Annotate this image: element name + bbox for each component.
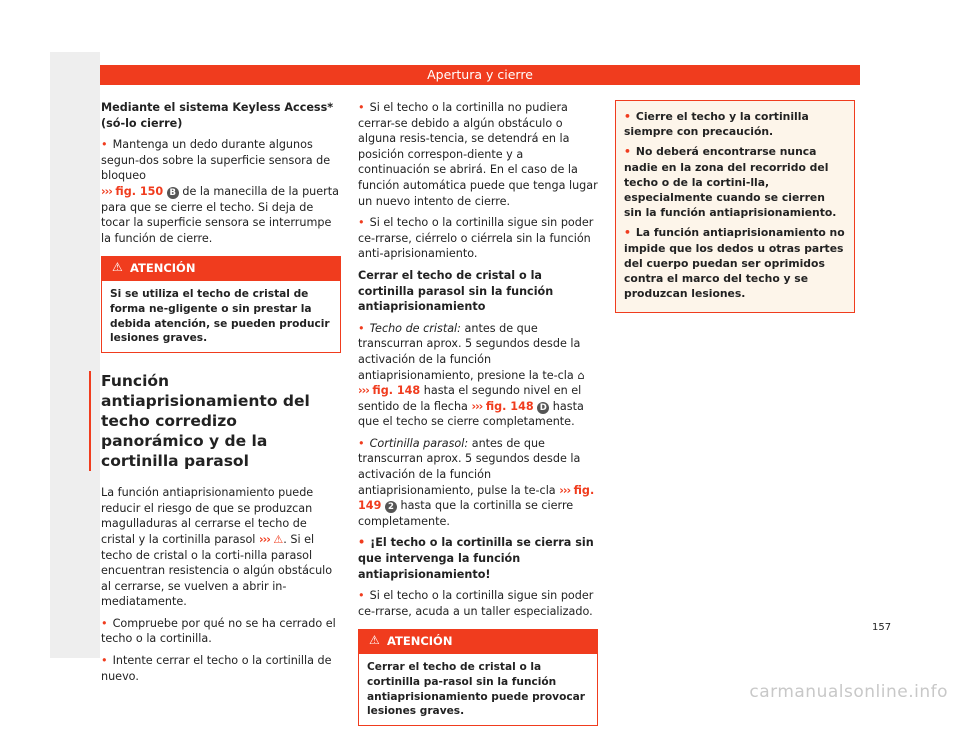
warning-text: Cerrar el techo de cristal o la cortinilla pa-rasol sin la función antiaprisionamiento puede provocar lesiones graves. xyxy=(367,661,585,718)
list-item: • Cortinilla parasol: antes de que transcurran aprox. 5 segundos desde la activación de la función antiaprisionamiento, pulse la te-cla ››› fig. 149 2 hasta que la cortinilla se cierre completamente. xyxy=(358,436,598,530)
column-2 xyxy=(358,100,598,738)
list-item: • Si el techo o la cortinilla sigue sin poder ce-rrarse, acuda a un taller especializado. xyxy=(358,588,598,619)
warning-box-2 xyxy=(358,629,598,726)
ref-arrows: ››› xyxy=(101,184,112,198)
warning-triangle-icon[interactable]: ⚠ xyxy=(273,532,284,546)
callout-2: 2 xyxy=(385,501,397,513)
column-1 xyxy=(101,100,341,690)
list-item: • Compruebe por qué no se ha cerrado el techo o la cortinilla. xyxy=(101,616,341,647)
list-item: • Cierre el techo y la cortinilla siempre con precaución. xyxy=(624,109,846,139)
keyless-step: • Mantenga un dedo durante algunos segun-dos sobre la superficie sensora de bloqueo ››› fig. 150 B de la manecilla de la puerta para que se cierre el techo. Si deja de tocar la superficie sensora se interrumpe la función de cierre. xyxy=(101,137,341,246)
fig-link-150[interactable]: fig. 150 xyxy=(115,184,164,198)
watermark: carmanualsonline.info xyxy=(749,682,948,702)
warning-title: ATENCIÓN xyxy=(130,261,196,276)
column-3 xyxy=(615,100,855,313)
warning-triangle-icon: ⚠ xyxy=(369,633,380,648)
list-item: • No deberá encontrarse nunca nadie en la zona del recorrido del techo o de la cortini-lla, especialmente cuando se cierren sin la función antiaprisionamiento. xyxy=(624,144,846,220)
fig-link-149[interactable]: fig. 149 xyxy=(358,483,595,513)
list-item: • Si el techo o la cortinilla no pudiera cerrar-se debido a algún obstáculo o alguna resis-tencia, se detendrá en la posición correspon-diente y a continuación se abrirá. En el caso de la función automática puede que tenga lugar un nuevo intento de cierre. xyxy=(358,100,598,209)
list-item: • La función antiaprisionamiento no impide que los dedos u otras partes del cuerpo puedan ser oprimidos contra el marco del techo y se produzcan lesiones. xyxy=(624,225,846,301)
list-item: • Intente cerrar el techo o la cortinilla de nuevo. xyxy=(101,653,341,684)
warning-box-1 xyxy=(101,256,341,353)
list-item: • ¡El techo o la cortinilla se cierra sin que intervenga la función antiaprisionamiento! xyxy=(358,535,598,582)
fig-link-148[interactable]: fig. 148 xyxy=(372,384,421,398)
chapter-header: Apertura y cierre xyxy=(100,65,860,85)
callout-d: D xyxy=(537,402,549,414)
fig-link-148[interactable]: fig. 148 xyxy=(485,399,534,413)
warning-triangle-icon: ⚠ xyxy=(112,260,123,275)
list-item: • Si el techo o la cortinilla sigue sin poder ce-rrarse, ciérrelo o ciérrela sin la función anti-aprisionamiento. xyxy=(358,215,598,262)
section-title: Función antiaprisionamiento del techo corredizo panorámico y de la cortinilla parasol xyxy=(89,371,341,471)
callout-b: B xyxy=(167,187,179,199)
warning-title: ATENCIÓN xyxy=(387,634,453,649)
keyless-heading: Mediante el sistema Keyless Access* (só-lo cierre) xyxy=(101,101,334,130)
subheading: Cerrar el techo de cristal o la cortinilla parasol sin la función antiaprisionamiento xyxy=(358,268,554,314)
page-number: 157 xyxy=(872,622,892,633)
key-button-icon: ⌂ xyxy=(577,368,585,382)
warning-continuation-box xyxy=(615,100,855,313)
warning-text: Si se utiliza el techo de cristal de forma ne-gligente o sin prestar la debida atención, se pueden producir lesiones graves. xyxy=(110,287,330,345)
list-item: • Techo de cristal: antes de que transcurran aprox. 5 segundos desde la activación de la función antiaprisionamiento, presione la te-cla ⌂ ››› fig. 148 hasta el segundo nivel en el sentido de la flecha ››› fig. 148 D hasta que el techo se cierre completamente. xyxy=(358,321,598,430)
intro-paragraph: La función antiaprisionamiento puede reducir el riesgo de que se produzcan magulladuras al cerrarse el techo de cristal y la cortinilla parasol ››› ⚠. Si el techo de cristal o la corti-nilla parasol encuentran resistencia o algún obstáculo al cerrarse, se vuelven a abrir in-mediatamente. xyxy=(101,486,333,609)
